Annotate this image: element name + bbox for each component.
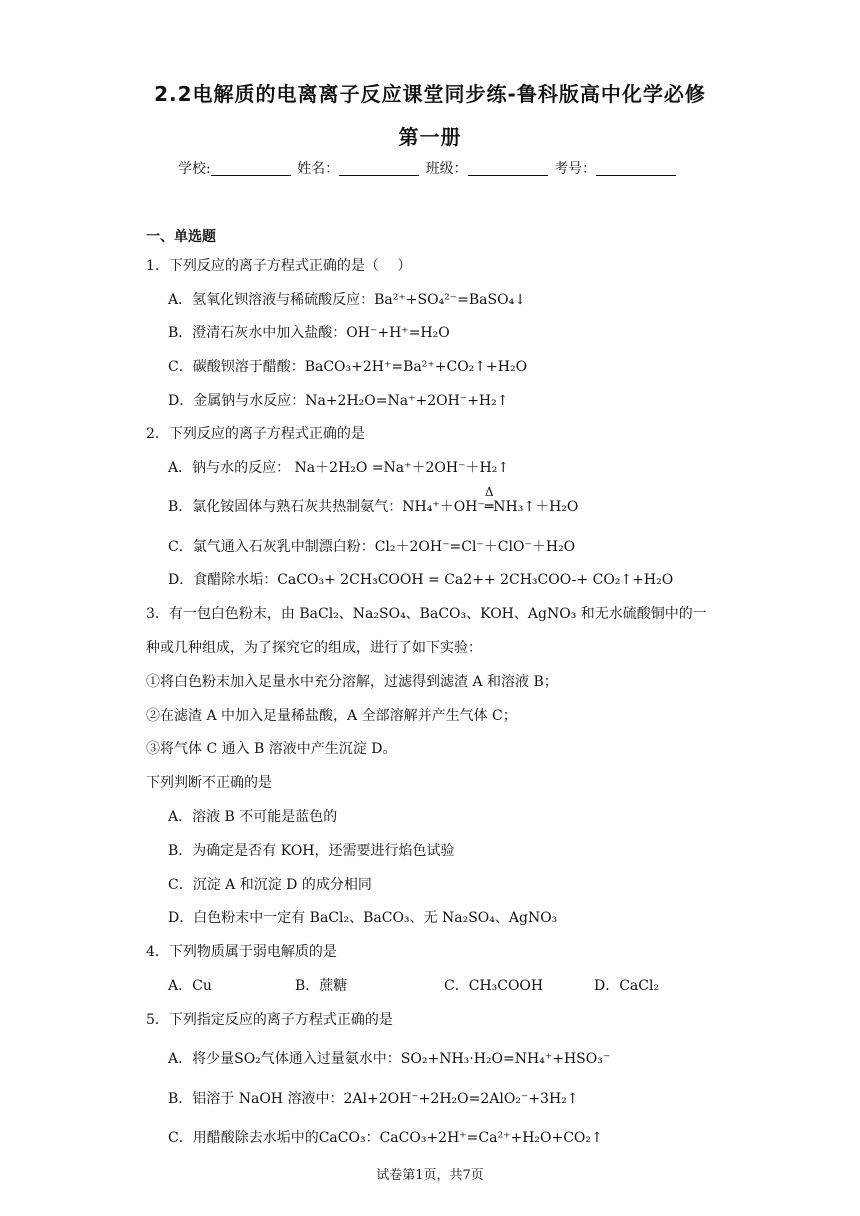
q3-option-c: C．沉淀 A 和沉淀 D 的成分相同 bbox=[168, 877, 372, 893]
name-label: 姓名： bbox=[297, 161, 340, 177]
name-blank bbox=[339, 161, 419, 176]
q3-stem-line2: 种或几种组成，为了探究它的组成，进行了如下实验： bbox=[146, 640, 482, 656]
q3-option-b: B．为确定是否有 KOH，还需要进行焰色试验 bbox=[168, 843, 455, 859]
q3-stem-line1: 3．有一包白色粉末，由 BaCl₂、Na₂SO₄、BaCO₃、KOH、AgNO₃ 和无水硫酸铜中的一 bbox=[146, 606, 707, 622]
q2-option-a: A．钠与水的反应： Na＋2H₂O =Na⁺＋2OH⁻＋H₂↑ bbox=[168, 460, 510, 476]
q5-stem: 5．下列指定反应的离子方程式正确的是 bbox=[146, 1012, 393, 1028]
school-label: 学校: bbox=[178, 161, 211, 177]
q1-option-c: C．碳酸钡溶于醋酸：BaCO₃+2H⁺=Ba²⁺+CO₂↑+H₂O bbox=[168, 359, 528, 375]
q3-question: 下列判断不正确的是 bbox=[146, 775, 272, 791]
q3-option-a: A．溶液 B 不可能是蓝色的 bbox=[168, 809, 338, 825]
q4-option-b: B．蔗糖 bbox=[295, 978, 348, 994]
q3-option-d: D．白色粉末中一定有 BaCl₂、BaCO₃、无 Na₂SO₄、AgNO₃ bbox=[168, 910, 558, 926]
q2-option-b bbox=[168, 485, 579, 516]
paper-title-line2: 第一册 bbox=[398, 125, 462, 149]
q5-option-a: A．将少量SO₂气体通入过量氨水中：SO₂+NH₃·H₂O=NH₄⁺+HSO₃⁻ bbox=[168, 1051, 611, 1067]
exam-no-label: 考号： bbox=[554, 161, 597, 177]
student-info-row bbox=[178, 158, 678, 178]
q3-step2: ②在滤渣 A 中加入足量稀盐酸，A 全部溶解并产生气体 C； bbox=[146, 708, 517, 724]
class-blank bbox=[468, 161, 548, 176]
q1-option-d: D．金属钠与水反应：Na+2H₂O=Na⁺+2OH⁻+H₂↑ bbox=[168, 393, 509, 409]
q2-option-c: C．氯气通入石灰乳中制漂白粉：Cl₂＋2OH⁻=Cl⁻＋ClO⁻＋H₂O bbox=[168, 539, 576, 555]
q5-option-c: C．用醋酸除去水垢中的CaCO₃：CaCO₃+2H⁺=Ca²⁺+H₂O+CO₂↑ bbox=[168, 1130, 603, 1146]
class-label: 班级： bbox=[425, 161, 468, 177]
q2-option-b-reactants: B．氯化铵固体与熟石灰共热制氨气：NH₄⁺＋OH⁻ bbox=[168, 499, 485, 515]
section-heading: 一、单选题 bbox=[146, 229, 216, 245]
q1-option-a: A．氢氧化钡溶液与稀硫酸反应：Ba²⁺+SO₄²⁻=BaSO₄↓ bbox=[168, 292, 526, 308]
q4-option-c: C．CH₃COOH bbox=[444, 978, 544, 994]
q2-option-b-products: NH₃↑＋H₂O bbox=[493, 499, 579, 515]
q4-stem: 4．下列物质属于弱电解质的是 bbox=[146, 944, 337, 960]
q2-option-d: D．食醋除水垢：CaCO₃+ 2CH₃COOH = Ca2++ 2CH₃COO-+ CO₂↑+H₂O bbox=[168, 572, 674, 588]
page-footer: 试卷第1页，共7页 bbox=[376, 1168, 484, 1183]
heating-sign bbox=[484, 485, 494, 515]
q5-option-b: B．铝溶于 NaOH 溶液中：2Al+2OH⁻+2H₂O=2AlO₂⁻+3H₂↑ bbox=[168, 1091, 579, 1107]
q2-stem: 2．下列反应的离子方程式正确的是 bbox=[146, 426, 365, 442]
q1-option-b: B．澄清石灰水中加入盐酸：OH⁻+H⁺=H₂O bbox=[168, 325, 450, 341]
exam-no-blank bbox=[596, 161, 676, 176]
q3-step3: ③将气体 C 通入 B 溶液中产生沉淀 D。 bbox=[146, 741, 397, 757]
delta-symbol: Δ bbox=[484, 485, 494, 499]
equals-sign: ═ bbox=[484, 499, 494, 515]
school-blank bbox=[211, 161, 291, 176]
q4-option-d: D．CaCl₂ bbox=[594, 978, 660, 994]
q1-stem: 1．下列反应的离子方程式正确的是（ ） bbox=[146, 258, 412, 274]
q3-step1: ①将白色粉末加入足量水中充分溶解，过滤得到滤渣 A 和溶液 B； bbox=[146, 674, 558, 690]
paper-title-line1: 2.2电解质的电离离子反应课堂同步练-鲁科版高中化学必修 bbox=[154, 82, 706, 106]
q4-option-a: A．Cu bbox=[168, 978, 212, 994]
